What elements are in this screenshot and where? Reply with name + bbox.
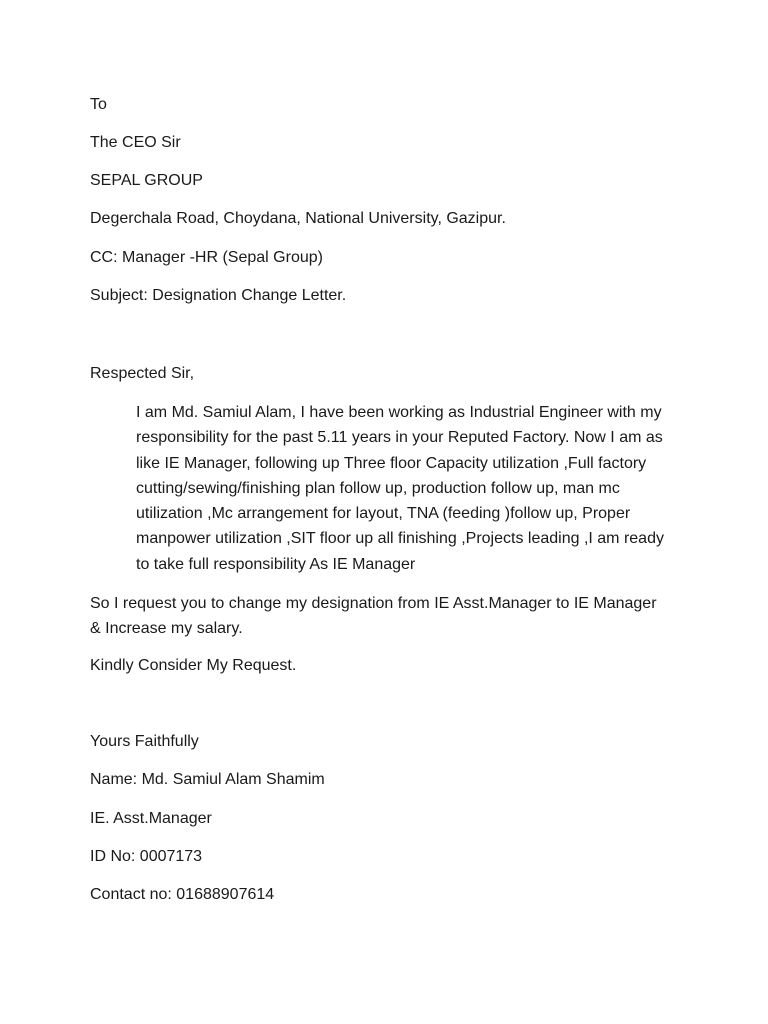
request-paragraph [90,591,690,642]
body-line: responsibility for the past 5.11 years in your Reputed Factory. Now I am as [136,429,663,447]
sign-off: Yours Faithfully [90,733,199,750]
recipient-title: The CEO Sir [90,134,181,151]
sender-position: IE. Asst.Manager [90,810,212,827]
closing-request: Kindly Consider My Request. [90,657,297,674]
recipient-to: To [90,96,107,113]
body-paragraph [136,400,696,577]
recipient-address: Degerchala Road, Choydana, National University, Gazipur. [90,210,506,227]
request-line: So I request you to change my designation from IE Asst.Manager to IE Manager [90,595,657,612]
body-line: like IE Manager, following up Three floor Capacity utilization ,Full factory [136,454,647,472]
subject-line: Subject: Designation Change Letter. [90,287,347,304]
recipient-company: SEPAL GROUP [90,172,203,189]
request-line: & Increase my salary. [90,620,243,638]
sender-name: Name: Md. Samiul Alam Shamim [90,771,325,788]
body-line: to take full responsibility As IE Manager [136,555,416,573]
body-line: utilization ,Mc arrangement for layout, TNA (feeding )follow up, Proper [136,505,631,523]
cc-line: CC: Manager -HR (Sepal Group) [90,249,323,266]
salutation: Respected Sir, [90,365,195,382]
body-line: I am Md. Samiul Alam, I have been working as Industrial Engineer with my [136,404,662,421]
sender-contact: Contact no: 01688907614 [90,886,275,903]
sender-id: ID No: 0007173 [90,848,203,865]
body-line: manpower utilization ,SIT floor up all finishing ,Projects leading ,I am ready [136,530,664,548]
body-line: cutting/sewing/finishing plan follow up, production follow up, man mc [136,479,620,497]
